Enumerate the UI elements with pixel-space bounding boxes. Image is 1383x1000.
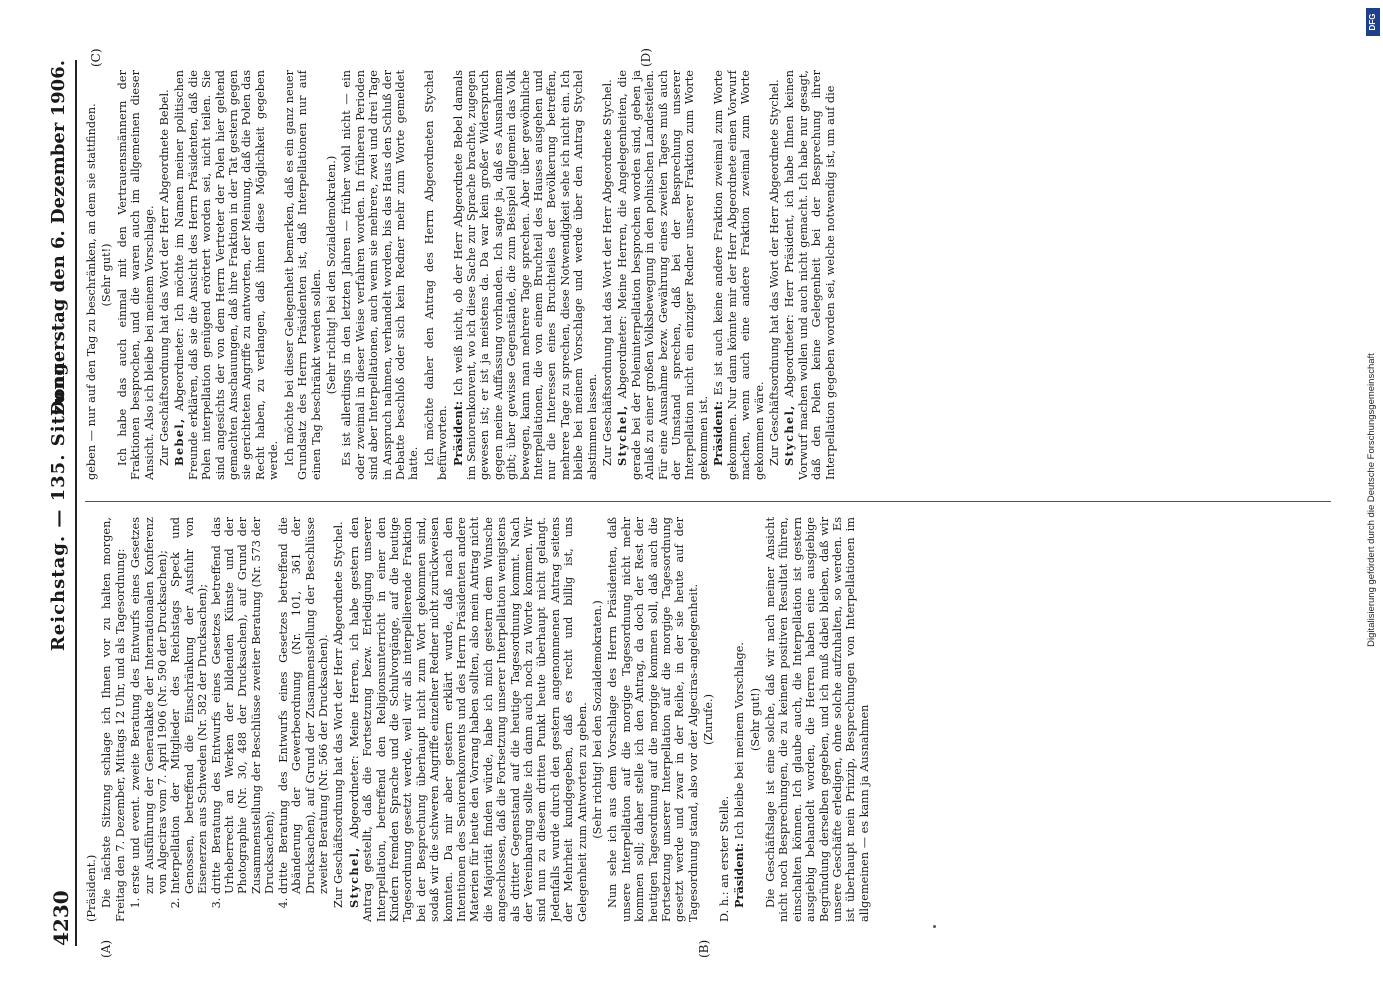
speech-block: [347, 517, 588, 922]
speech-block: [712, 70, 766, 480]
speech-text: Es ist auch keine andere Fraktion zweimal zum Worte gekommen. Nur dann könnte mir der Herr Abgeordnete einen Vorwurf machen, wenn auch eine andere Fraktion zweimal zum Worte gekommen wäre.: [711, 70, 765, 480]
reaction: (Sehr gut!): [99, 243, 113, 307]
speech-block: [733, 517, 746, 922]
paragraph: Ich habe das auch einmal mit den Vertrauensmännern der Fraktionen besprochen, und die waren auch im allgemeinen dieser Ansicht. Also ich bleibe bei meinem Vorschlage.: [115, 70, 156, 480]
margin-marker-d: (D): [638, 48, 653, 67]
margin-marker-a: (A): [98, 939, 113, 958]
speaker-name: Präsident:: [731, 842, 746, 908]
session-date: Donnerstag den 6. Dezember 1906.: [47, 60, 69, 417]
reaction: (Sehr richtig! bei den Sozialdemokraten.): [324, 155, 338, 395]
reaction: (Sehr gut!): [748, 687, 761, 752]
speaker-name: Stychel,: [614, 404, 629, 466]
speech-text: Herr Präsident, ich habe Ihnen keinen Vorwurf machen wollen und auch nicht gemacht. Ich habe nur gesagt, daß den Polen keine Gelegenheit bei der Besprechung ihrer Interpellation gegeben worden sei, welche notwendig ist, um auf die: [782, 70, 837, 480]
speaker-role: Abgeordneter:: [172, 327, 186, 412]
speaker-name: Bebel,: [171, 417, 186, 466]
speech-block: [173, 70, 280, 480]
speaker-name: Stychel,: [781, 404, 796, 466]
margin-marker-b: (B): [696, 939, 711, 958]
speech-text: Ich weiß nicht, ob der Herr Abgeordnete Bebel damals im Seniorenkonvent, wo ich diese Sache zur Sprache brachte, zugegen gewesen ist; er ist ja meistens da. Da war kein großer Widerspruch gegen meine Auffassung vorhanden. Ich sagte ja, daß es Ausnahmen gibt; über gewisse Gegenstände, die zum Beispiel allgemein das Volk bewegen, kann man mehrere Tage sprechen. Aber über gewöhnliche Interpellationen, die von einem Bruchteil des Hauses ausgehen und nur die Interessen eines Bruchteiles der Bevölkerung betreffen, mehrere Tage zu sprechen, diese Notwendigkeit sehe ich nicht ein. Ich bleibe bei meinem Vorschlage und werde über den Antrag Stychel abstimmen lassen.: [451, 70, 599, 480]
speech-block: [451, 70, 598, 480]
scanned-page: [37, 40, 1347, 960]
reaction: (Zurufe.): [701, 693, 715, 746]
right-column: [85, 70, 1335, 480]
paragraph: Ich möchte daher den Antrag des Herrn Abgeordneten Stychel befürworten.: [422, 70, 449, 480]
paragraph: Zur Geschäftsordnung hat das Wort der Herr Abgeordnete Bebel.: [157, 89, 171, 466]
digitization-note: [1363, 10, 1381, 990]
speech-text: Ich bleibe bei meinem Vorschlage.: [732, 642, 746, 840]
agenda-intro: Die nächste Sitzung schlage ich Ihnen vor zu halten morgen, Freitag den 7. Dezember, Mittags 12 Uhr, und als Tagesordnung:: [99, 517, 127, 922]
speaker-name: Präsident:: [710, 400, 725, 466]
reaction: (Sehr richtig! bei den Sozialdemokraten.): [590, 600, 604, 839]
paragraph: geben — nur auf den Tag zu beschränken, an dem sie stattfinden.: [84, 103, 98, 480]
paragraph: Die Geschäftslage ist eine solche, daß wir nach meiner Ansicht nicht noch Besprechungen, die zu keinem positiven Resultat führen, einschalten können. Ich glaube auch, die Interpellation ist gestern ausgiebig behandelt worden, die Herren haben eine ausgiebige Begründung derselben gegeben, und ich muß dabei bleiben, daß wir unsere Geschäfte erledigen, ohne solche aufzuhalten, so werden. Es ist überhaupt mein Prinzip, Besprechungen von Interpellationen im allgemeinen — es kann ja Ausnahmen: [763, 517, 871, 922]
agenda-list: [129, 517, 330, 922]
agenda-item: 4. dritte Beratung des Entwurfs eines Gesetzes betreffend die Abänderung der Gewerbeordnung (Nr. 101, 361 der Drucksachen), auf Grund der Zusammenstellung der Beschlüsse zweiter Beratung (Nr. 566 der Drucksachen).: [276, 517, 330, 894]
paragraph: Nun sehe ich aus dem Vorschlage des Herrn Präsidenten, daß unsere Interpellation auf die morgige Tagesordnung nicht mehr kommen soll; daher stelle ich den Antrag, da doch der Rest der heutigen Tagesordnung auf die morgige kommen soll, daß auch die Fortsetzung unserer Interpellation auf die morgige Tagesordnung gesetzt werde und zwar in der Reihe, in der sie heute auf der Tagesordnung stand, also vor der Algeciras-angelegenheit.: [605, 517, 700, 922]
page-header: [45, 60, 77, 946]
column-rule: [85, 501, 1331, 502]
paragraph: Zur Geschäftsordnung hat das Wort der Herr Abgeordnete Stychel.: [767, 79, 781, 466]
speech-text: Ich möchte im Namen meiner politischen Freunde erklären, daß sie die Ansicht des Herrn Präsidenten, daß die Polen interpellation genügend erörtert worden sei, nicht teilen. Sie sind angesichts der von dem Herrn Vertreter der Polen hier geltend gemachten Anschauungen, daß ihre Fraktion in der Tat gestern gegen sie gerichteten Angriffe zu antworten, der Meinung, daß die Polen das Recht haben, zu verlangen, daß ihnen diese Möglichkeit gegeben werde.: [172, 70, 280, 480]
paragraph: Zur Geschäftsordnung hat das Wort der Herr Abgeordnete Stychel.: [600, 79, 614, 466]
paragraph: Zur Geschäftsordnung hat das Wort der Herr Abgeordnete Stychel.: [331, 521, 345, 908]
agenda-item: 1. erste und event. zweite Beratung des Entwurfs eines Gesetzes zur Ausführung der Generalakte der Internationalen Konferenz von Algeciras vom 7. April 1906 (Nr. 590 der Drucksachen);: [129, 517, 169, 894]
speaker-role: Abgeordneter:: [347, 755, 361, 839]
speaker-name: Präsident:: [450, 400, 465, 466]
speaker-role: Abgeordneter:: [782, 314, 796, 398]
paragraph: Ich möchte bei dieser Gelegenheit bemerken, daß es ein ganz neuer Grundsatz des Herrn Präsidenten ist, daß Interpellationen nur auf einen Tag beschränkt werden sollen.: [282, 70, 322, 480]
paragraph: D. h.: an erster Stelle.: [717, 795, 731, 922]
agenda-item: 3. dritte Beratung des Entwurfs eines Gesetzes betreffend das Urheberrecht an Werken der bildenden Künste und der Photographie (Nr. 30, 488 der Drucksachen), auf Grund der Zusammenstellung der Beschlüsse zweiter Beratung (Nr. 573 der Drucksachen);: [209, 517, 276, 894]
speech-text: Meine Herren, die Angelegenheiten, die gerade bei der Poleninterpellation besprochen worden sind, geben ja Anlaß zu einer großen Volksbewegung in den polnischen Landesteilen. Für eine Ausnahme bezw. Gewährung eines zweiten Tages muß auch der Umstand sprechen, daß bei der Besprechung unserer Interpellation nicht ein einziger Redner unserer Fraktion zum Worte gekommen ist.: [615, 70, 710, 480]
margin-marker-c: (C): [88, 48, 103, 67]
paragraph: Es ist allerdings in den letzten Jahren — früher wohl nicht — ein oder zweimal in dieser Weise verfahren worden. In früheren Perioden sind aber Interpellationen, auch wenn sie mehrere, zwei und drei Tage in Anspruch nahmen, verhandelt worden, bis das Haus den Schluß der Debatte beschloß oder sich kein Redner mehr zum Worte gemeldet hatte.: [339, 70, 420, 480]
agenda-item: 2. Interpellation der Mitglieder des Reichstags Speck und Genossen, betreffend die Einschränkung der Ausfuhr von Eisenerzen aus Schweden (Nr. 582 der Drucksachen);: [169, 517, 209, 894]
speaker-role: Abgeordneter:: [615, 315, 629, 399]
session-title: Reichstag. — 135. Sitzung.: [47, 354, 69, 652]
speech-block: [616, 70, 710, 480]
dfg-logo-label: DFG: [1368, 13, 1377, 31]
speech-block: [783, 70, 837, 480]
left-column: [85, 517, 1335, 922]
continued-speaker: (Präsident.): [84, 854, 98, 922]
speech-text: Meine Herren, ich habe gestern den Antrag gestellt, daß die Fortsetzung bezw. Erledigung unserer Interpellation, betreffend den Religionsunterricht in einer den Kindern fremden Sprache und die Schulvorgänge, auf die heutige Tagesordnung gesetzt werde, weil wir als interpellierende Fraktion bei der Besprechung überhaupt nicht zum Wort gekommen sind, sodaß wir die schweren Angriffe einzelner Redner nicht zurückweisen konnten. Da mir aber gestern erklärt wurde, daß nach den Intentionen des Seniorenkonvents und des Herrn Präsidenten andere Materien für heute den Vorrang haben sollten, also mein Antrag nicht die Majorität finden würde, habe ich mich gestern dem Wunsche angeschlossen, daß die Fortsetzung unserer Interpellation wenigstens als dritter Gegenstand auf die heutige Tagesordnung kommt. Nach der Vereinbarung sollte ich dann auch noch zu Worte kommen. Wir sind nun zu diesem dritten Punkt heute überhaupt nicht gelangt. Jedenfalls wurde durch den gestern angenommenen Antrag seitens der Mehrheit kundgegeben, daß es recht und billig ist, uns Gelegenheit zum Antworten zu geben.: [347, 517, 589, 922]
print-speck: [933, 925, 936, 928]
digitization-note-text: Digitalisierung gefördert durch die Deutsche Forschungsgemeinschaft: [1366, 353, 1377, 647]
page-number: 4230: [48, 890, 73, 946]
speaker-name: Stychel,: [346, 846, 361, 908]
